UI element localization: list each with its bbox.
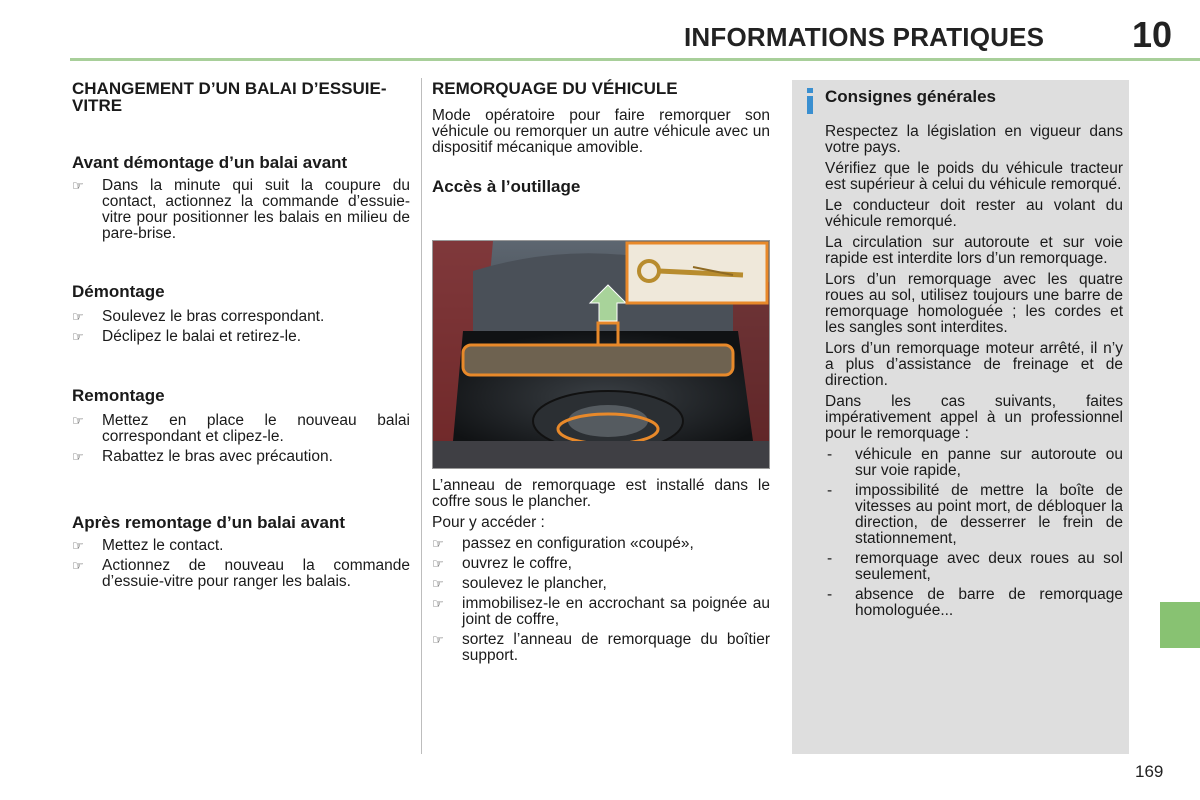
column-divider	[421, 78, 422, 754]
towing-ring-location: L’anneau de remorquage est installé dans le coffre sous le plancher.	[432, 477, 770, 510]
pointing-hand-icon: ☞	[432, 596, 444, 611]
refit-heading: Remontage	[72, 386, 165, 405]
info-paragraph: Lors d’un remorquage moteur arrêté, il n’y a plus d’assistance de freinage et de direction.	[825, 340, 1123, 389]
boot-photo	[432, 240, 770, 469]
info-paragraph: Le conducteur doit rester au volant du véhicule remorqué.	[825, 197, 1123, 230]
towing-column	[432, 80, 770, 195]
pointing-hand-icon: ☞	[72, 329, 84, 344]
removal-heading: Démontage	[72, 282, 165, 301]
list-item: - véhicule en panne sur autoroute ou sur voie rapide,	[827, 446, 1123, 479]
info-paragraph: Vérifiez que le poids du véhicule tracteur est supérieur à celui du véhicule remorqué.	[825, 160, 1123, 193]
refit-list	[72, 413, 410, 465]
info-paragraph: Dans les cas suivants, faites impérativement appel à un professionnel pour le remorquage :	[825, 393, 1123, 442]
before-removal-heading: Avant démontage d’un balai avant	[72, 153, 348, 172]
info-paragraph: Respectez la législation en vigueur dans votre pays.	[825, 123, 1123, 156]
pointing-hand-icon: ☞	[72, 309, 84, 324]
towing-intro: Mode opératoire pour faire remorquer son véhicule ou remorquer un autre véhicule avec un dispositif mécanique amovible.	[432, 107, 770, 156]
page-header-title: INFORMATIONS PRATIQUES	[684, 22, 1045, 52]
pointing-hand-icon: ☞	[432, 536, 444, 551]
pointing-hand-icon: ☞	[72, 413, 84, 428]
wiper-section-title: CHANGEMENT D’UN BALAI D’ESSUIE-VITRE	[72, 79, 387, 115]
tool-access-heading: Accès à l’outillage	[432, 177, 581, 196]
list-item: ☞ ouvrez le coffre,	[432, 555, 572, 572]
info-box-body	[825, 124, 1123, 623]
list-item: ☞ Mettez le contact.	[72, 537, 224, 554]
pointing-hand-icon: ☞	[72, 538, 84, 553]
header-rule	[70, 58, 1200, 61]
info-paragraph: La circulation sur autoroute et sur voie rapide est interdite lors d’un remorquage.	[825, 234, 1123, 267]
access-intro: Pour y accéder :	[432, 514, 545, 531]
access-steps-list	[432, 536, 770, 664]
list-item: ☞ Dans la minute qui suit la coupure du contact, actionnez la commande d’essuie-vitre pour positionner les balais en milieu de pare-brise.	[72, 177, 410, 242]
wiper-column	[72, 80, 410, 594]
info-paragraph: Lors d’un remorquage avec les quatre roues au sol, utilisez toujours une barre de remorquage homologuée ; les cordes et les sangles sont interdites.	[825, 271, 1123, 336]
before-removal-list	[72, 178, 410, 242]
list-item: ☞ Actionnez de nouveau la commande d’essuie-vitre pour ranger les balais.	[72, 557, 410, 590]
info-box-title: Consignes générales	[825, 87, 997, 106]
pointing-hand-icon: ☞	[432, 632, 444, 647]
list-item: - impossibilité de mettre la boîte de vitesses au point mort, de débloquer la direction, de desserrer le frein de stationnement,	[827, 482, 1123, 547]
list-item: ☞ soulevez le plancher,	[432, 575, 607, 592]
towing-section-title: REMORQUAGE DU VÉHICULE	[432, 79, 678, 98]
pointing-hand-icon: ☞	[72, 558, 84, 573]
after-refit-heading: Après remontage d’un balai avant	[72, 513, 346, 532]
after-refit-list	[72, 538, 410, 590]
removal-list	[72, 309, 410, 345]
list-item: ☞ Déclipez le balai et retirez-le.	[72, 328, 302, 345]
list-item: ☞ immobilisez-le en accrochant sa poignée au joint de coffre,	[432, 595, 770, 628]
professional-cases-list	[825, 447, 1123, 619]
pointing-hand-icon: ☞	[432, 576, 444, 591]
chapter-number: 10	[1132, 14, 1173, 55]
list-item: ☞ Rabattez le bras avec précaution.	[72, 448, 333, 465]
list-item: - absence de barre de remorquage homologuée...	[827, 586, 1123, 619]
list-item: ☞ sortez l’anneau de remorquage du boîtier support.	[432, 631, 770, 664]
list-item: ☞ Soulevez le bras correspondant.	[72, 308, 325, 325]
boot-illustration	[433, 241, 770, 469]
chapter-tab	[1160, 602, 1200, 648]
list-item: - remorquage avec deux roues au sol seulement,	[827, 550, 1123, 583]
pointing-hand-icon: ☞	[72, 178, 84, 193]
list-item: ☞ passez en configuration «coupé»,	[432, 535, 694, 552]
info-icon	[804, 88, 816, 114]
list-item: ☞ Mettez en place le nouveau balai correspondant et clipez-le.	[72, 412, 410, 445]
page-number: 169	[1135, 762, 1164, 781]
pointing-hand-icon: ☞	[72, 449, 84, 464]
general-instructions-box	[792, 80, 1129, 754]
towing-column-lower	[432, 478, 770, 668]
pointing-hand-icon: ☞	[432, 556, 444, 571]
